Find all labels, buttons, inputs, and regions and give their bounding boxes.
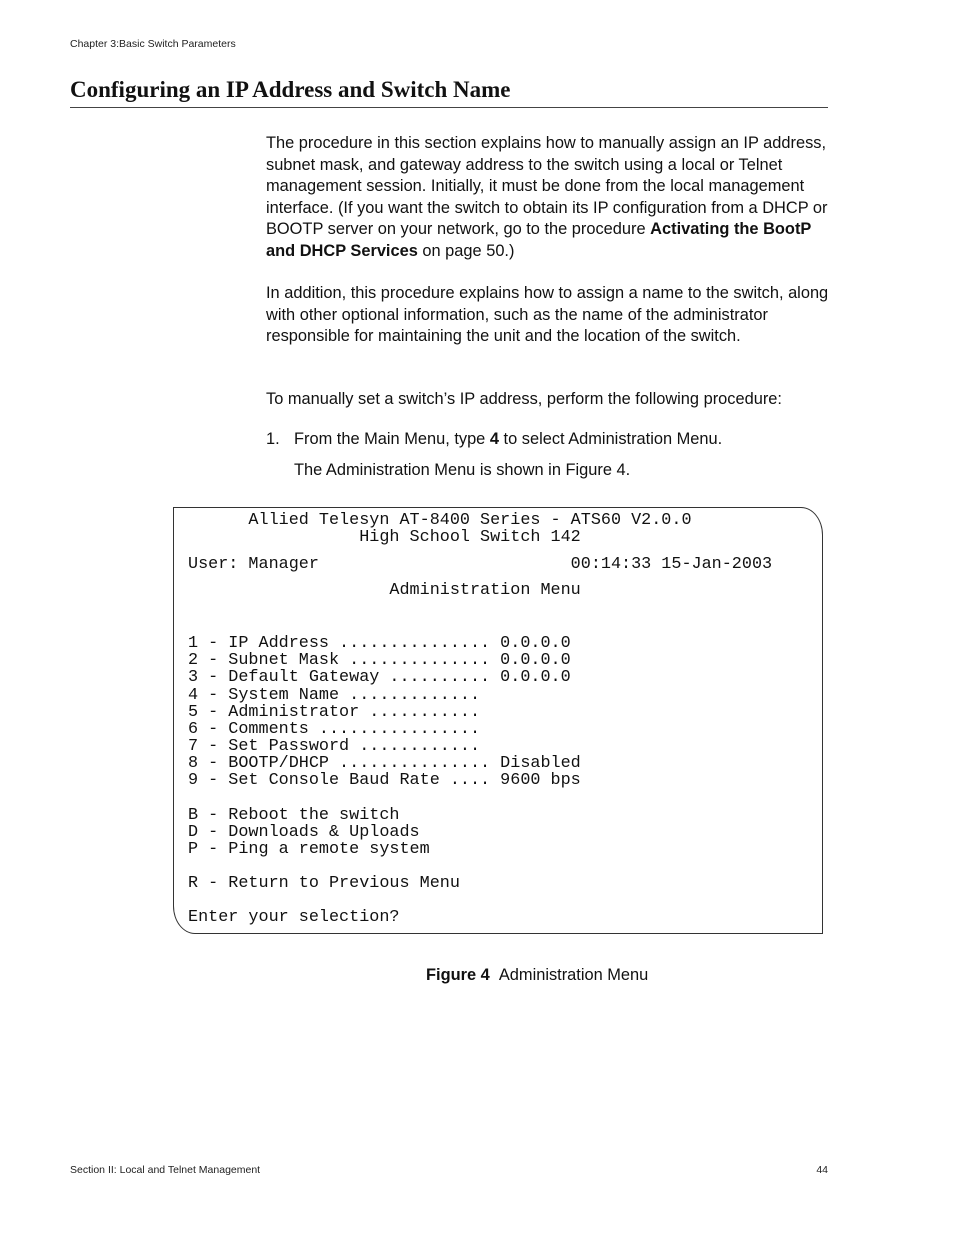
intro-text-end: on page 50.) (417, 241, 515, 260)
figure-caption (426, 966, 648, 985)
menu-item-bootp-dhcp: 8 - BOOTP/DHCP ............... Disabled (188, 754, 581, 773)
footer-section: Section II: Local and Telnet Management (70, 1164, 261, 1176)
menu-item-administrator: 5 - Administrator ........... (188, 703, 481, 722)
terminal-switch-name: High School Switch 142 (188, 528, 581, 547)
menu-item-comments: 6 - Comments ................ (188, 720, 481, 739)
step-text-start: From the Main Menu, type (294, 430, 490, 448)
intro-paragraph (266, 133, 832, 263)
terminal-user-line: User: Manager 00:14:33 15-Jan-2003 (188, 555, 773, 574)
menu-item-ping: P - Ping a remote system (188, 840, 430, 859)
cross-reference: Activating the BootP and DHCP Services (266, 220, 812, 260)
running-head: Chapter 3:Basic Switch Parameters (70, 38, 236, 50)
menu-item-reboot: B - Reboot the switch (188, 806, 400, 825)
page-title: Configuring an IP Address and Switch Name (70, 77, 828, 108)
menu-item-set-password: 7 - Set Password ............ (188, 737, 481, 756)
figure-title: Administration Menu (498, 966, 649, 984)
menu-item-downloads: D - Downloads & Uploads (188, 823, 420, 842)
name-paragraph: In addition, this procedure explains how to assign a name to the switch, along with other optional information, such as the name of the administrator responsible for maintaining the unit and the location of the switch. (266, 284, 829, 346)
step-number: 1. (266, 430, 280, 448)
terminal-prompt: Enter your selection? (188, 908, 400, 927)
step-1 (266, 429, 722, 451)
menu-item-system-name: 4 - System Name ............. (188, 686, 481, 705)
page-number: 44 (816, 1164, 828, 1176)
procedure-intro: To manually set a switch’s IP address, perform the following procedure: (266, 390, 782, 408)
terminal-product-line: Allied Telesyn AT-8400 Series - ATS60 V2.0.0 (188, 511, 692, 530)
menu-item-default-gateway: 3 - Default Gateway .......... 0.0.0.0 (188, 668, 571, 687)
intro-text-start: The procedure in this section explains how to manually assign an IP address, subnet mask, and gateway address to the switch using a local or Telnet management session. Initially, it must be done from the local management interface. (If you want the switch to obtain its IP configuration from a DHCP or BOOTP server on your network, go to the procedure (266, 134, 828, 239)
menu-item-return: R - Return to Previous Menu (188, 874, 460, 893)
menu-item-baud-rate: 9 - Set Console Baud Rate .... 9600 bps (188, 771, 581, 790)
menu-item-ip-address: 1 - IP Address ............... 0.0.0.0 (188, 634, 571, 653)
figure-label: Figure 4 (426, 966, 490, 984)
step-text-end: to select Administration Menu. (498, 430, 723, 448)
terminal-menu-title: Administration Menu (188, 581, 581, 600)
step-key: 4 (489, 430, 499, 448)
step-note: The Administration Menu is shown in Figure 4. (294, 461, 631, 479)
menu-item-subnet-mask: 2 - Subnet Mask .............. 0.0.0.0 (188, 651, 571, 670)
